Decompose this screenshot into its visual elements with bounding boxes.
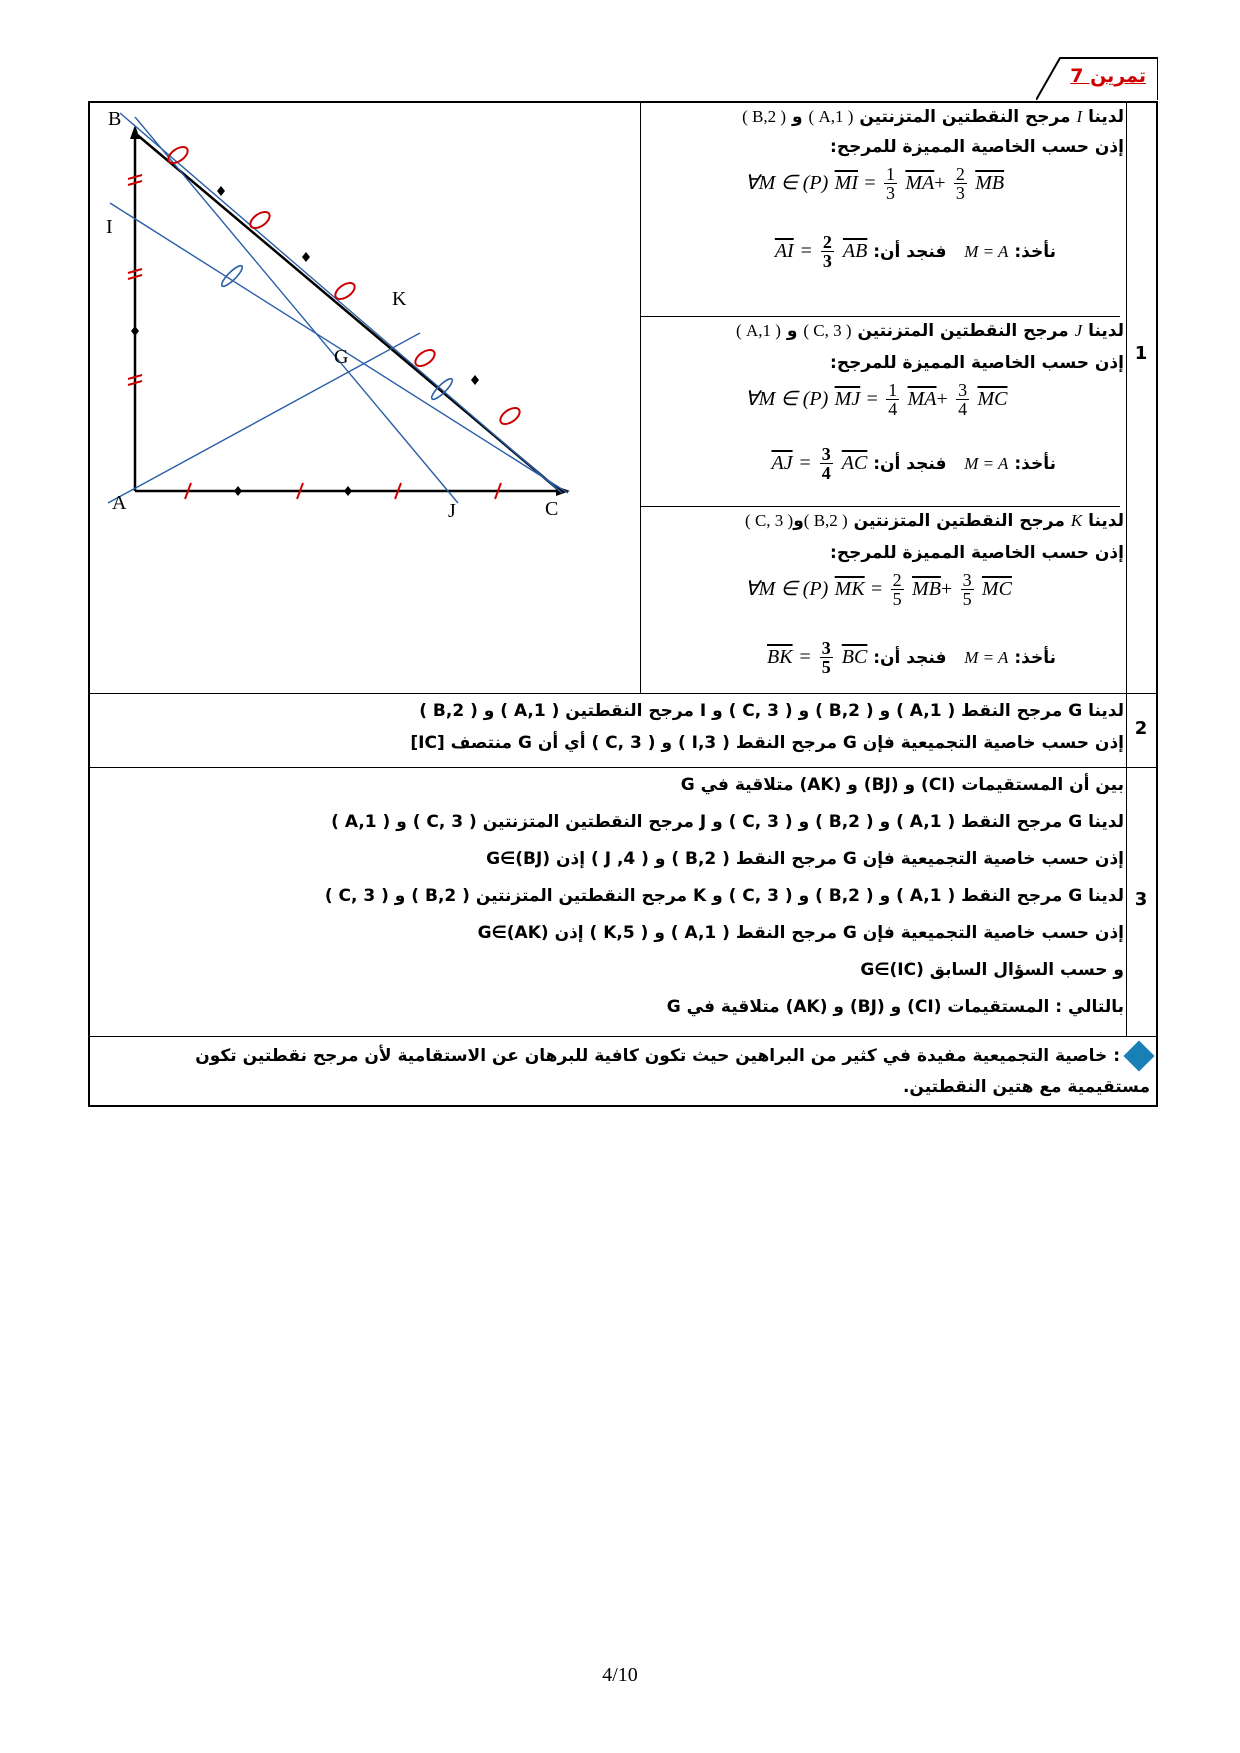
q3-line2: لدينا G مرجح النقط ( A,1 ) و ( B,2 ) و ( C, 3 ) و J مرجح النقطتين المتزنتين ( C, 3 ) و ( A,1 )	[331, 812, 1124, 832]
question-number-2: 2	[1134, 718, 1148, 739]
q1a-line1: لدينا I مرجح النقطتين المتزنتين ( A,1 ) و ( B,2 )	[742, 107, 1124, 127]
q1c-result: نأخذ: M = A فنجد أن: $\overline{BK}$ = $\frac{3}{5}$ $\overline{BC}$	[767, 638, 1056, 677]
label-J: J	[448, 500, 456, 522]
q1b-result: نأخذ: M = A فنجد أن: $\overline{AJ}$ = $\frac{3}{4}$ $\overline{AC}$	[771, 444, 1056, 483]
exercise-title: تمرين 7	[1070, 65, 1146, 87]
q1c-formula: ∀M ∈ (P) $\overline{MK}$ = $\frac{2}{5}$ $\overline{MB}+$ $\frac{3}{5}$ $\overline{MC}$	[745, 570, 1012, 609]
label-C: C	[545, 498, 559, 520]
page-number: 4/10	[602, 1664, 638, 1686]
note-line1: : خاصية التجميعية مفيدة في كثير من البراهين حيث تكون كافية للبرهان عن الاستقامية لأن مرجح نقطتين تكون	[195, 1045, 1150, 1067]
divider-1a-1b	[640, 316, 1120, 317]
q1b-formula: ∀M ∈ (P) $\overline{MJ}$ = $\frac{1}{4}$ $\overline{MA}+$ $\frac{3}{4}$ $\overline{MC}$	[745, 380, 1008, 419]
note-line2: مستقيمية مع هتين النقطتين.	[902, 1077, 1150, 1097]
q1b-line1: لدينا J مرجح النقطتين المتزنتين ( C, 3 ) و ( A,1 )	[736, 321, 1124, 341]
divider-row2-row3	[90, 767, 1158, 768]
divider-row1-row2	[90, 693, 1158, 694]
line-AK	[108, 333, 420, 503]
q1a-formula: ∀M ∈ (P) $\overline{MI}$ = $\frac{1}{3}$ $\overline{MA}+$ $\frac{2}{3}$ $\overline{MB}$	[745, 164, 1005, 203]
triangle-figure	[90, 103, 640, 693]
q1a-line2: إذن حسب الخاصية المميزة للمرجح:	[830, 137, 1124, 157]
question-number-1: 1	[1134, 343, 1148, 364]
divider-1b-1c	[640, 506, 1120, 507]
line-BJ-2	[135, 117, 458, 503]
label-B: B	[108, 108, 122, 130]
label-G: G	[334, 346, 349, 368]
solution-table	[88, 101, 1158, 1107]
q2-line2: إذن حسب خاصية التجميعية فإن G مرجح النقط ( I,3 ) و ( C, 3 ) أي أن G منتصف [IC]	[410, 733, 1124, 753]
q3-line6: و حسب السؤال السابق G∈(IC)	[860, 960, 1124, 980]
q3-line5: إذن حسب خاصية التجميعية فإن G مرجح النقط ( A,1 ) و ( K,5 ) إذن G∈(AK)	[477, 923, 1124, 943]
exercise-tab	[1036, 56, 1158, 96]
q3-line4: لدينا G مرجح النقط ( A,1 ) و ( B,2 ) و ( C, 3 ) و K مرجح النقطتين المتزنتين ( B,2 ) و ( C, 3 )	[324, 886, 1124, 906]
q1b-line2: إذن حسب الخاصية المميزة للمرجح:	[830, 353, 1124, 373]
q3-line3: إذن حسب خاصية التجميعية فإن G مرجح النقط ( B,2 ) و ( J ,4 ) إذن G∈(BJ)	[486, 849, 1124, 869]
note-diamond-icon	[1123, 1040, 1154, 1071]
label-I: I	[106, 216, 113, 238]
divider-row3-note	[90, 1036, 1158, 1037]
divider-figure	[640, 103, 641, 693]
question-number-3: 3	[1134, 889, 1148, 910]
q2-line1: لدينا G مرجح النقط ( A,1 ) و ( B,2 ) و ( C, 3 ) و I مرجح النقطتين ( A,1 ) و ( B,2 )	[419, 701, 1124, 721]
label-A: A	[112, 492, 127, 514]
line-BJ	[120, 113, 562, 493]
arrow-B	[130, 125, 140, 139]
q1a-result: نأخذ: M = A فنجد أن: $\overline{AI}$ = $\frac{2}{3}$ $\overline{AB}$	[774, 232, 1056, 271]
q3-line1: بين أن المستقيمات (CI) و (BJ) و (AK) متلاقية في G	[680, 775, 1124, 795]
q1c-line2: إذن حسب الخاصية المميزة للمرجح:	[830, 543, 1124, 563]
q3-line7: بالتالي : المستقيمات (CI) و (BJ) و (AK) متلاقية في G	[666, 997, 1124, 1017]
q1c-line1: لدينا K مرجح النقطتين المتزنتين ( B,2 )و( C, 3 )	[745, 511, 1124, 531]
label-K: K	[392, 288, 407, 310]
